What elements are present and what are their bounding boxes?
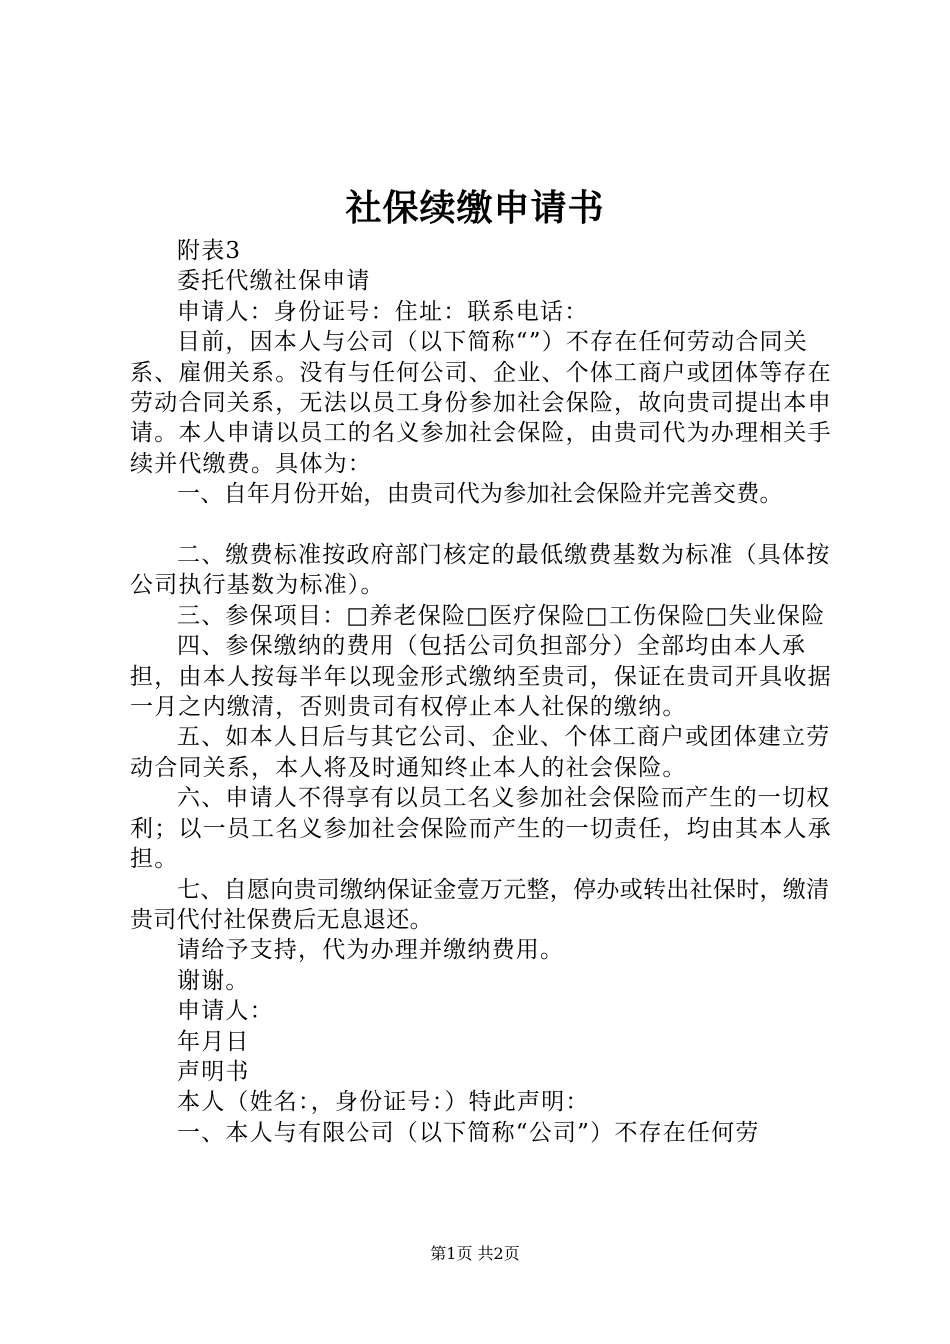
paragraph-signature-label: 申请人： [177,998,274,1025]
paragraph-request: 请给予支持，代为办理并缴纳费用。 [177,937,565,964]
paragraph-item-6: 六、申请人不得享有以员工名义参加社会保险而产生的一切权利；以一员工名义参加社会保险而产生的一切责任，均由其本人承担。 [130,785,832,873]
paragraph-item-4: 四、参保缴纳的费用（包括公司负担部分）全部均由本人承担，由本人按每半年以现金形式缴纳至贵司，保证在贵司开具收据一月之内缴清，否则贵司有权停止本人社保的缴纳。 [130,633,832,721]
page-footer: 第1页 共2页 [430,1244,520,1263]
paragraph-declaration-item-1: 一、本人与有限公司（以下简称“公司”）不存在任何劳 [177,1119,760,1146]
paragraph-date: 年月日 [177,1028,250,1055]
paragraph-item-7: 七、自愿向贵司缴纳保证金壹万元整，停办或转出社保时，缴清贵司代付社保费后无息退还。 [130,876,830,933]
paragraph-declaration-intro: 本人（姓名：，身份证号：）特此声明： [177,1089,590,1116]
paragraph-declaration-title: 声明书 [177,1058,250,1085]
paragraph-item-2: 二、缴费标准按政府部门核定的最低缴费基数为标准（具体按公司执行基数为标准）。 [130,542,831,599]
paragraph-item-3: 三、参保项目：□养老保险□医疗保险□工伤保险□失业保险 [177,602,826,629]
paragraph-attachment: 附表3 [177,238,242,264]
paragraph-applicant-info: 申请人：身份证号：住址：联系电话： [177,298,589,325]
blank-line [130,510,842,540]
paragraph-background: 目前，因本人与公司（以下简称“”）不存在任何劳动合同关系、雇佣关系。没有与任何公司、企业、个体工商户或团体等存在劳动合同关系，无法以员工身份参加社会保险，故向贵司提出本申请。本人申请以员工的名义参加社会保险，由贵司代为办理相关手续并代缴费。具体为： [130,329,832,477]
paragraph-subtitle: 委托代缴社保申请 [177,268,371,295]
paragraph-thanks: 谢谢。 [177,967,250,994]
document-body [130,236,842,1148]
document-title: 社保续缴申请书 [345,187,605,229]
paragraph-item-5: 五、如本人日后与其它公司、企业、个体工商户或团体建立劳动合同关系，本人将及时通知终止本人的社会保险。 [130,724,831,781]
paragraph-item-1: 一、自年月份开始，由贵司代为参加社会保险并完善交费。 [177,481,783,508]
